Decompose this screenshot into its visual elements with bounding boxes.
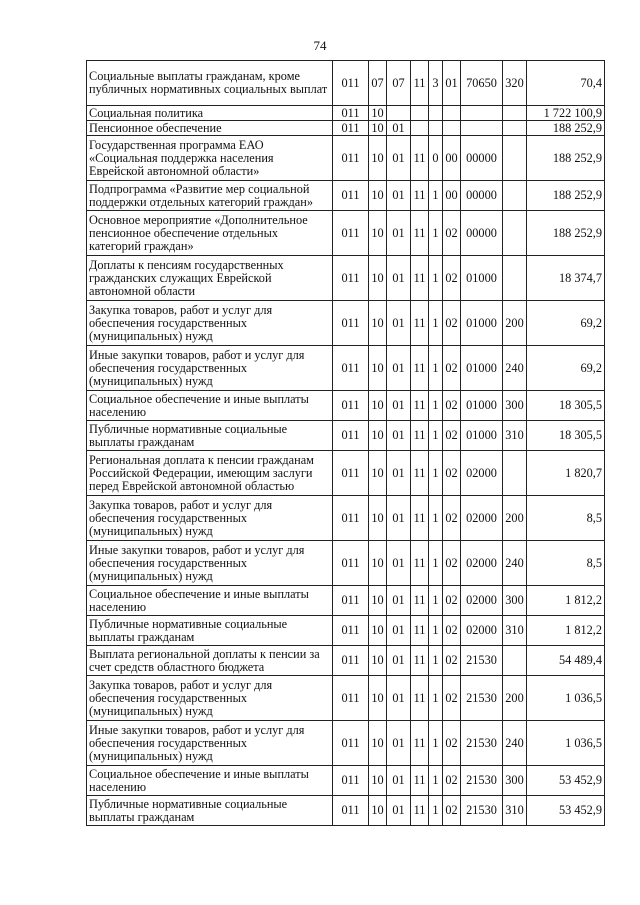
table-row (87, 496, 605, 541)
direction-code (461, 106, 503, 121)
table-row (87, 301, 605, 346)
expense-type-code (503, 211, 527, 256)
ministry-code: 011 (333, 586, 369, 616)
row-name: Основное мероприятие «Дополнительное пенсионное обеспечение отдельных категорий граждан» (87, 211, 333, 256)
program-code: 11 (411, 421, 429, 451)
subprogram-code: 1 (429, 721, 443, 766)
amount-value: 188 252,9 (527, 136, 605, 181)
direction-code: 01000 (461, 256, 503, 301)
expense-type-code: 240 (503, 541, 527, 586)
amount-value: 53 452,9 (527, 796, 605, 826)
subprogram-code: 1 (429, 391, 443, 421)
expense-type-code (503, 121, 527, 136)
subprogram-code: 1 (429, 301, 443, 346)
program-code: 11 (411, 211, 429, 256)
activity-code: 02 (443, 616, 461, 646)
activity-code: 02 (443, 496, 461, 541)
program-code: 11 (411, 541, 429, 586)
row-name: Социальная политика (87, 106, 333, 121)
amount-value: 69,2 (527, 301, 605, 346)
expense-type-code (503, 181, 527, 211)
ministry-code: 011 (333, 391, 369, 421)
section-code: 10 (369, 496, 387, 541)
program-code: 11 (411, 346, 429, 391)
expense-type-code: 300 (503, 766, 527, 796)
section-code: 10 (369, 301, 387, 346)
program-code: 11 (411, 646, 429, 676)
subsection-code: 01 (387, 796, 411, 826)
amount-value: 18 374,7 (527, 256, 605, 301)
subsection-code (387, 106, 411, 121)
table-row (87, 721, 605, 766)
expense-type-code: 310 (503, 796, 527, 826)
expense-type-code: 300 (503, 586, 527, 616)
direction-code: 02000 (461, 616, 503, 646)
ministry-code: 011 (333, 766, 369, 796)
amount-value: 54 489,4 (527, 646, 605, 676)
table-row (87, 616, 605, 646)
subprogram-code: 1 (429, 586, 443, 616)
section-code: 10 (369, 646, 387, 676)
section-code: 10 (369, 256, 387, 301)
table-row (87, 61, 605, 106)
section-code: 07 (369, 61, 387, 106)
program-code: 11 (411, 451, 429, 496)
activity-code: 02 (443, 586, 461, 616)
row-name: Закупка товаров, работ и услуг для обеспечения государственных (муниципальных) нужд (87, 301, 333, 346)
program-code: 11 (411, 796, 429, 826)
direction-code: 70650 (461, 61, 503, 106)
table-row (87, 181, 605, 211)
row-name: Закупка товаров, работ и услуг для обеспечения государственных (муниципальных) нужд (87, 676, 333, 721)
section-code: 10 (369, 121, 387, 136)
amount-value: 1 812,2 (527, 616, 605, 646)
program-code: 11 (411, 391, 429, 421)
row-name: Региональная доплата к пенсии гражданам Российской Федерации, имеющим заслуги перед Еврейской автономной областью (87, 451, 333, 496)
table-row (87, 646, 605, 676)
activity-code: 02 (443, 646, 461, 676)
section-code: 10 (369, 586, 387, 616)
direction-code: 02000 (461, 586, 503, 616)
direction-code: 21530 (461, 796, 503, 826)
program-code (411, 121, 429, 136)
expense-type-code (503, 646, 527, 676)
subprogram-code: 1 (429, 796, 443, 826)
section-code: 10 (369, 676, 387, 721)
section-code: 10 (369, 451, 387, 496)
amount-value: 8,5 (527, 541, 605, 586)
section-code: 10 (369, 211, 387, 256)
ministry-code: 011 (333, 61, 369, 106)
ministry-code: 011 (333, 256, 369, 301)
amount-value: 53 452,9 (527, 766, 605, 796)
section-code: 10 (369, 346, 387, 391)
program-code: 11 (411, 256, 429, 301)
ministry-code: 011 (333, 616, 369, 646)
subsection-code: 01 (387, 496, 411, 541)
subprogram-code: 1 (429, 181, 443, 211)
amount-value: 1 820,7 (527, 451, 605, 496)
direction-code: 21530 (461, 676, 503, 721)
amount-value: 18 305,5 (527, 391, 605, 421)
subprogram-code: 1 (429, 496, 443, 541)
section-code: 10 (369, 181, 387, 211)
ministry-code: 011 (333, 106, 369, 121)
ministry-code: 011 (333, 796, 369, 826)
table-row (87, 586, 605, 616)
table-row (87, 121, 605, 136)
row-name: Социальное обеспечение и иные выплаты населению (87, 586, 333, 616)
row-name: Подпрограмма «Развитие мер социальной поддержки отдельных категорий граждан» (87, 181, 333, 211)
subprogram-code: 1 (429, 646, 443, 676)
amount-value: 18 305,5 (527, 421, 605, 451)
program-code (411, 106, 429, 121)
subprogram-code: 1 (429, 211, 443, 256)
section-code: 10 (369, 616, 387, 646)
row-name: Публичные нормативные социальные выплаты гражданам (87, 616, 333, 646)
table-row (87, 676, 605, 721)
ministry-code: 011 (333, 721, 369, 766)
ministry-code: 011 (333, 211, 369, 256)
row-name: Иные закупки товаров, работ и услуг для обеспечения государственных (муниципальных) нужд (87, 541, 333, 586)
direction-code: 21530 (461, 646, 503, 676)
activity-code: 02 (443, 301, 461, 346)
amount-value: 70,4 (527, 61, 605, 106)
ministry-code: 011 (333, 181, 369, 211)
row-name: Публичные нормативные социальные выплаты гражданам (87, 796, 333, 826)
amount-value: 188 252,9 (527, 121, 605, 136)
activity-code: 00 (443, 181, 461, 211)
expense-type-code: 320 (503, 61, 527, 106)
subsection-code: 01 (387, 346, 411, 391)
amount-value: 8,5 (527, 496, 605, 541)
program-code: 11 (411, 136, 429, 181)
program-code: 11 (411, 616, 429, 646)
activity-code (443, 106, 461, 121)
expense-type-code: 240 (503, 346, 527, 391)
ministry-code: 011 (333, 301, 369, 346)
subsection-code: 01 (387, 451, 411, 496)
row-name: Пенсионное обеспечение (87, 121, 333, 136)
subprogram-code: 1 (429, 421, 443, 451)
row-name: Доплаты к пенсиям государственных гражданских служащих Еврейской автономной области (87, 256, 333, 301)
activity-code: 02 (443, 451, 461, 496)
expense-type-code (503, 106, 527, 121)
direction-code: 01000 (461, 346, 503, 391)
subsection-code: 01 (387, 301, 411, 346)
activity-code: 02 (443, 541, 461, 586)
activity-code: 02 (443, 676, 461, 721)
program-code: 11 (411, 586, 429, 616)
activity-code: 02 (443, 346, 461, 391)
section-code: 10 (369, 106, 387, 121)
subsection-code: 01 (387, 121, 411, 136)
subsection-code: 01 (387, 421, 411, 451)
program-code: 11 (411, 721, 429, 766)
row-name: Публичные нормативные социальные выплаты гражданам (87, 421, 333, 451)
row-name: Иные закупки товаров, работ и услуг для обеспечения государственных (муниципальных) нужд (87, 346, 333, 391)
subsection-code: 01 (387, 391, 411, 421)
table-row (87, 541, 605, 586)
direction-code: 02000 (461, 496, 503, 541)
activity-code: 02 (443, 421, 461, 451)
subsection-code: 01 (387, 721, 411, 766)
direction-code: 02000 (461, 451, 503, 496)
subprogram-code: 1 (429, 766, 443, 796)
section-code: 10 (369, 766, 387, 796)
activity-code: 02 (443, 721, 461, 766)
subsection-code: 01 (387, 676, 411, 721)
subsection-code: 01 (387, 616, 411, 646)
activity-code: 02 (443, 256, 461, 301)
page-number: 74 (313, 38, 327, 53)
subsection-code: 01 (387, 256, 411, 301)
direction-code: 01000 (461, 391, 503, 421)
row-name: Выплата региональной доплаты к пенсии за счет средств областного бюджета (87, 646, 333, 676)
amount-value: 1 036,5 (527, 721, 605, 766)
subsection-code: 01 (387, 646, 411, 676)
row-name: Закупка товаров, работ и услуг для обеспечения государственных (муниципальных) нужд (87, 496, 333, 541)
ministry-code: 011 (333, 541, 369, 586)
direction-code (461, 121, 503, 136)
budget-rows (87, 61, 605, 826)
program-code: 11 (411, 766, 429, 796)
direction-code: 01000 (461, 301, 503, 346)
program-code: 11 (411, 61, 429, 106)
expense-type-code: 310 (503, 421, 527, 451)
direction-code: 01000 (461, 421, 503, 451)
direction-code: 00000 (461, 181, 503, 211)
amount-value: 188 252,9 (527, 211, 605, 256)
section-code: 10 (369, 136, 387, 181)
amount-value: 188 252,9 (527, 181, 605, 211)
row-name: Социальное обеспечение и иные выплаты населению (87, 391, 333, 421)
table-row (87, 421, 605, 451)
expense-type-code: 310 (503, 616, 527, 646)
program-code: 11 (411, 301, 429, 346)
budget-table (86, 60, 605, 826)
subprogram-code: 1 (429, 256, 443, 301)
amount-value: 1 722 100,9 (527, 106, 605, 121)
ministry-code: 011 (333, 451, 369, 496)
subprogram-code (429, 121, 443, 136)
expense-type-code (503, 451, 527, 496)
row-name: Социальное обеспечение и иные выплаты населению (87, 766, 333, 796)
subsection-code: 07 (387, 61, 411, 106)
table-row (87, 256, 605, 301)
ministry-code: 011 (333, 346, 369, 391)
table-row (87, 796, 605, 826)
amount-value: 69,2 (527, 346, 605, 391)
subprogram-code: 1 (429, 616, 443, 646)
expense-type-code: 200 (503, 301, 527, 346)
ministry-code: 011 (333, 496, 369, 541)
direction-code: 02000 (461, 541, 503, 586)
row-name: Социальные выплаты гражданам, кроме публичных нормативных социальных выплат (87, 61, 333, 106)
expense-type-code: 200 (503, 496, 527, 541)
direction-code: 21530 (461, 721, 503, 766)
subsection-code: 01 (387, 181, 411, 211)
amount-value: 1 036,5 (527, 676, 605, 721)
expense-type-code (503, 256, 527, 301)
row-name: Иные закупки товаров, работ и услуг для обеспечения государственных (муниципальных) нужд (87, 721, 333, 766)
expense-type-code: 200 (503, 676, 527, 721)
table-row (87, 451, 605, 496)
activity-code: 02 (443, 211, 461, 256)
subprogram-code: 0 (429, 136, 443, 181)
expense-type-code: 300 (503, 391, 527, 421)
subprogram-code: 1 (429, 346, 443, 391)
row-name: Государственная программа ЕАО «Социальная поддержка населения Еврейской автономной области» (87, 136, 333, 181)
table-row (87, 136, 605, 181)
activity-code: 02 (443, 796, 461, 826)
subprogram-code: 1 (429, 451, 443, 496)
section-code: 10 (369, 721, 387, 766)
subsection-code: 01 (387, 541, 411, 586)
program-code: 11 (411, 496, 429, 541)
table-row (87, 106, 605, 121)
subprogram-code (429, 106, 443, 121)
subprogram-code: 1 (429, 541, 443, 586)
activity-code: 02 (443, 391, 461, 421)
table-row (87, 391, 605, 421)
amount-value: 1 812,2 (527, 586, 605, 616)
subsection-code: 01 (387, 766, 411, 796)
direction-code: 00000 (461, 136, 503, 181)
direction-code: 21530 (461, 766, 503, 796)
ministry-code: 011 (333, 121, 369, 136)
section-code: 10 (369, 421, 387, 451)
subsection-code: 01 (387, 136, 411, 181)
direction-code: 00000 (461, 211, 503, 256)
activity-code: 01 (443, 61, 461, 106)
ministry-code: 011 (333, 136, 369, 181)
table-row (87, 211, 605, 256)
expense-type-code (503, 136, 527, 181)
activity-code: 00 (443, 136, 461, 181)
section-code: 10 (369, 391, 387, 421)
subprogram-code: 3 (429, 61, 443, 106)
ministry-code: 011 (333, 421, 369, 451)
subsection-code: 01 (387, 586, 411, 616)
subprogram-code: 1 (429, 676, 443, 721)
activity-code: 02 (443, 766, 461, 796)
ministry-code: 011 (333, 676, 369, 721)
table-row (87, 766, 605, 796)
activity-code (443, 121, 461, 136)
program-code: 11 (411, 181, 429, 211)
section-code: 10 (369, 541, 387, 586)
table-row (87, 346, 605, 391)
ministry-code: 011 (333, 646, 369, 676)
section-code: 10 (369, 796, 387, 826)
subsection-code: 01 (387, 211, 411, 256)
expense-type-code: 240 (503, 721, 527, 766)
program-code: 11 (411, 676, 429, 721)
